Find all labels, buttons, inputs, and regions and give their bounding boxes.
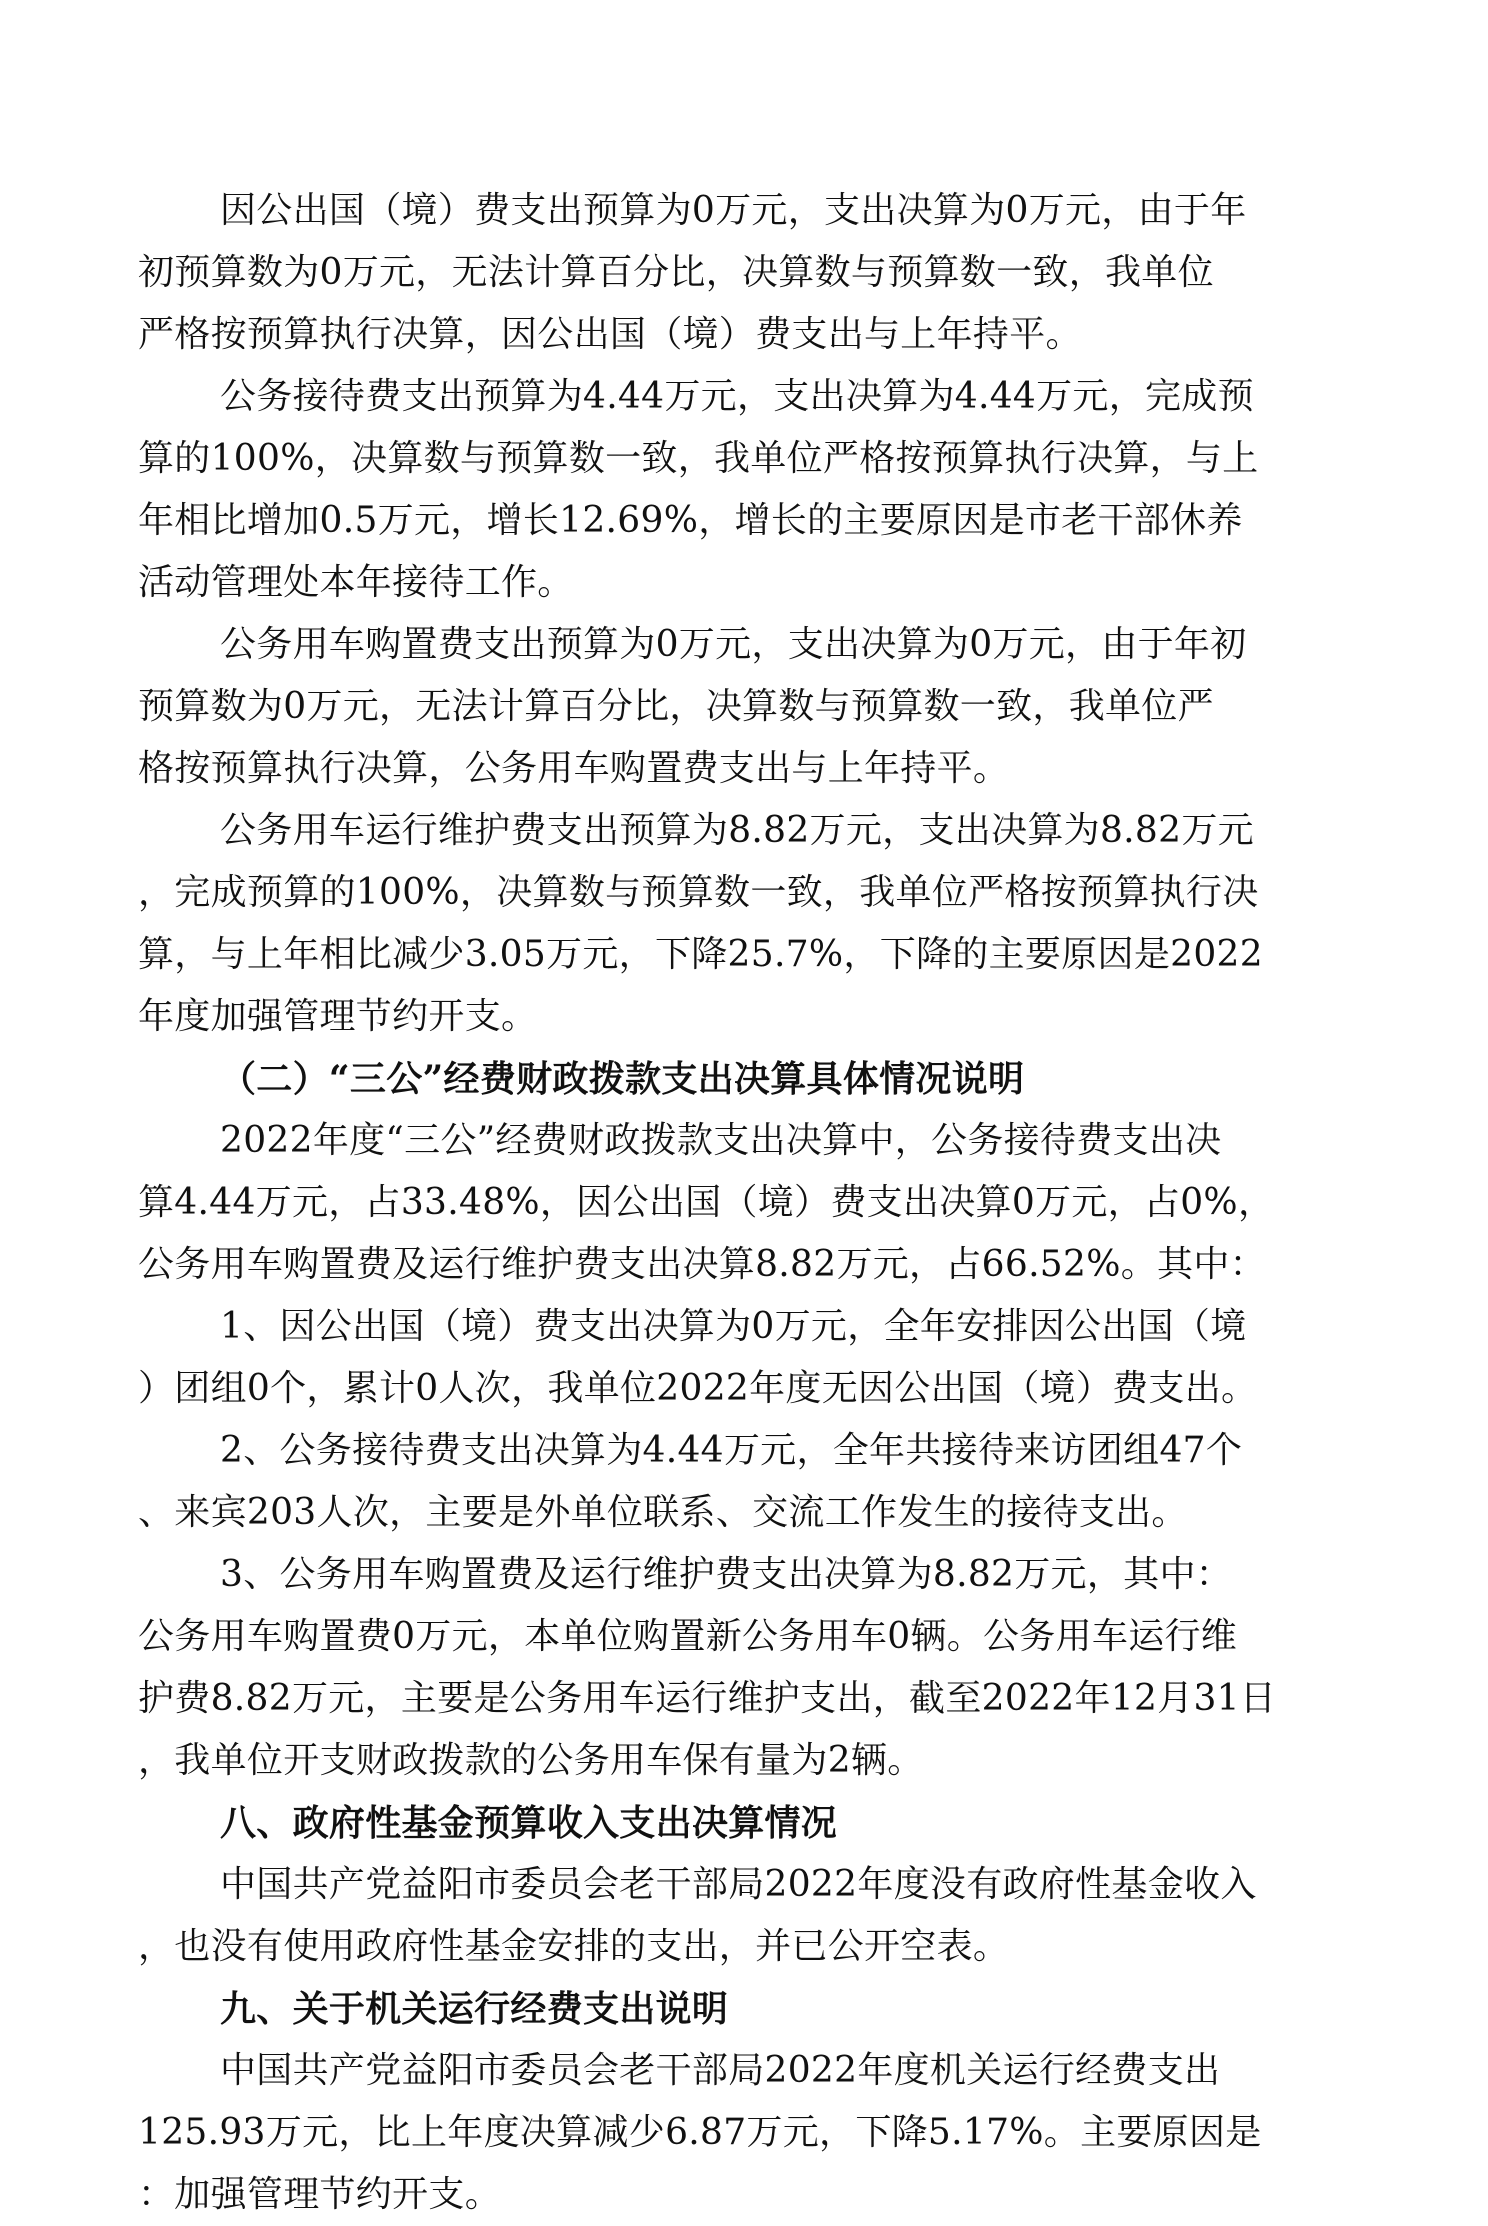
text-line: 中国共产党益阳市委员会老干部局2022年度机关运行经费支出 bbox=[220, 2050, 1221, 2091]
text-line: ：加强管理节约开支。 bbox=[138, 2174, 502, 2215]
text-line: 年度加强管理节约开支。 bbox=[138, 996, 538, 1037]
text-line: 中国共产党益阳市委员会老干部局2022年度没有政府性基金收入 bbox=[220, 1864, 1257, 1905]
text-line: 初预算数为0万元，无法计算百分比，决算数与预算数一致，我单位 bbox=[138, 252, 1214, 293]
text-line: 护费8.82万元，主要是公务用车运行维护支出，截至2022年12月31日 bbox=[138, 1678, 1277, 1719]
text-line: 1、因公出国（境）费支出决算为0万元，全年安排因公出国（境 bbox=[220, 1306, 1247, 1347]
text-line: 格按预算执行决算，公务用车购置费支出与上年持平。 bbox=[138, 748, 1010, 789]
section-heading: 八、政府性基金预算收入支出决算情况 bbox=[220, 1802, 838, 1844]
text-line: 预算数为0万元，无法计算百分比，决算数与预算数一致，我单位严 bbox=[138, 686, 1214, 727]
text-line: 公务用车运行维护费支出预算为8.82万元，支出决算为8.82万元 bbox=[220, 810, 1254, 851]
text-line: 算，与上年相比减少3.05万元，下降25.7%，下降的主要原因是2022 bbox=[138, 934, 1263, 975]
text-line: 算的100%，决算数与预算数一致，我单位严格按预算执行决算，与上 bbox=[138, 438, 1259, 479]
text-line: 年相比增加0.5万元，增长12.69%，增长的主要原因是市老干部休养 bbox=[138, 500, 1243, 541]
text-line: 125.93万元，比上年度决算减少6.87万元，下降5.17%。主要原因是 bbox=[138, 2112, 1262, 2153]
text-line: 公务用车购置费支出预算为0万元，支出决算为0万元，由于年初 bbox=[220, 624, 1247, 665]
text-line: 公务用车购置费0万元，本单位购置新公务用车0辆。公务用车运行维 bbox=[138, 1616, 1238, 1657]
section-heading: 九、关于机关运行经费支出说明 bbox=[220, 1988, 729, 2030]
text-line: 算4.44万元，占33.48%，因公出国（境）费支出决算0万元，占0%， bbox=[138, 1182, 1275, 1223]
text-line: 严格按预算执行决算，因公出国（境）费支出与上年持平。 bbox=[138, 314, 1082, 355]
text-line: ，完成预算的100%，决算数与预算数一致，我单位严格按预算执行决 bbox=[138, 872, 1259, 913]
text-line: ，我单位开支财政拨款的公务用车保有量为2辆。 bbox=[138, 1740, 924, 1781]
text-line: 因公出国（境）费支出预算为0万元，支出决算为0万元，由于年 bbox=[220, 190, 1247, 231]
document-body bbox=[138, 180, 1348, 2226]
text-line: 2、公务接待费支出决算为4.44万元，全年共接待来访团组47个 bbox=[220, 1430, 1243, 1471]
text-line: 公务接待费支出预算为4.44万元，支出决算为4.44万元，完成预 bbox=[220, 376, 1254, 417]
text-line: 、来宾203人次，主要是外单位联系、交流工作发生的接待支出。 bbox=[138, 1492, 1188, 1533]
text-line: 活动管理处本年接待工作。 bbox=[138, 562, 574, 603]
text-line: 3、公务用车购置费及运行维护费支出决算为8.82万元，其中： bbox=[220, 1554, 1233, 1595]
text-line: 2022年度“三公”经费财政拨款支出决算中，公务接待费支出决 bbox=[220, 1120, 1222, 1161]
text-line: 公务用车购置费及运行维护费支出决算8.82万元，占66.52%。其中： bbox=[138, 1244, 1266, 1285]
text-line: ）团组0个，累计0人次，我单位2022年度无因公出国（境）费支出。 bbox=[138, 1368, 1258, 1409]
text-line: ，也没有使用政府性基金安排的支出，并已公开空表。 bbox=[138, 1926, 1010, 1967]
section-heading: （二）“三公”经费财政拨款支出决算具体情况说明 bbox=[220, 1058, 1025, 1100]
